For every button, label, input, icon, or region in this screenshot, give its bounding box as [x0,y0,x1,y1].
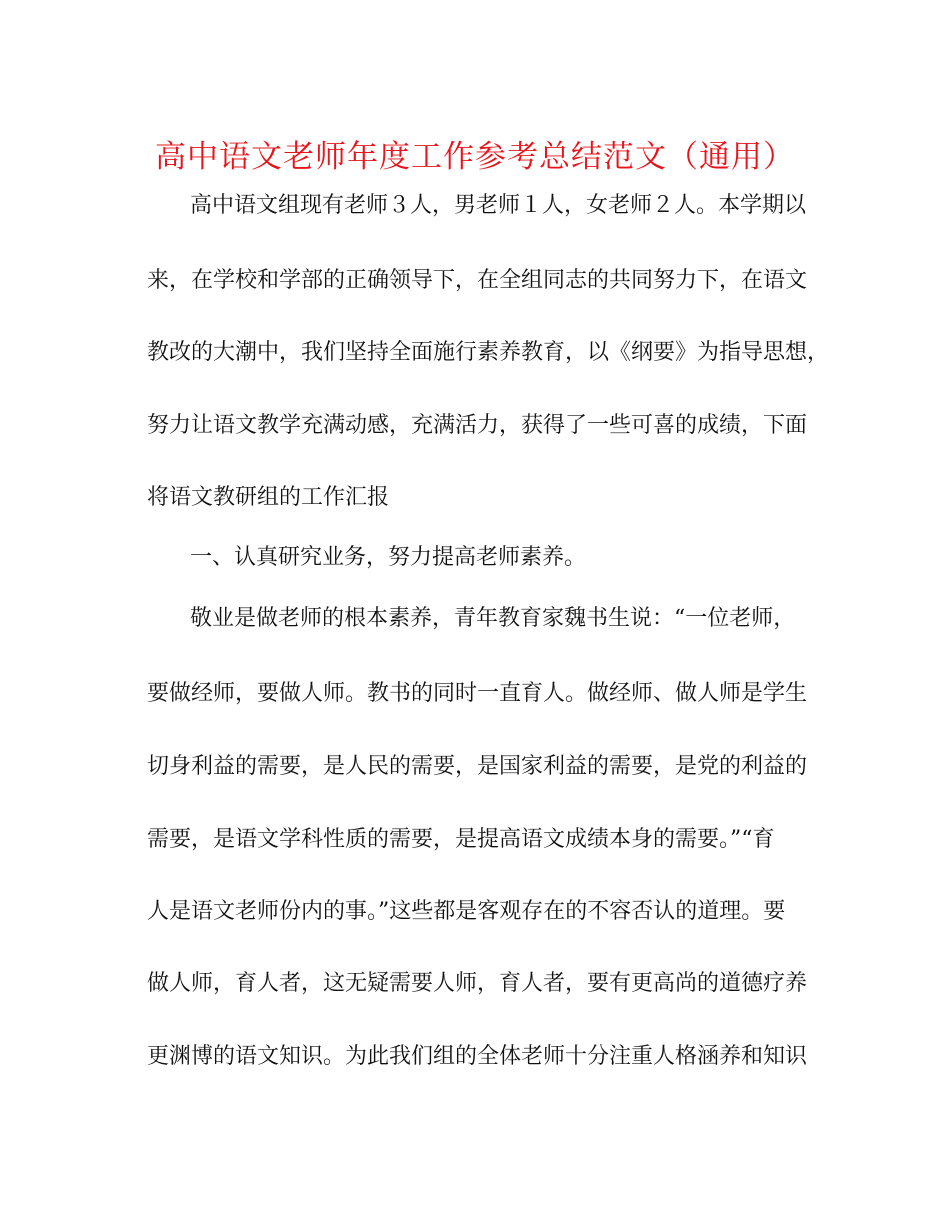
document-title: 高中语文老师年度工作参考总结范文（通用） [155,139,795,175]
paragraph-line: 教改的大潮中，我们坚持全面施行素养教育，以《纲要》为指导思想， [147,340,830,365]
paragraph-line: 将语文教研组的工作汇报 [147,485,390,510]
paragraph-line: 努力让语文教学充满动感，充满活力，获得了一些可喜的成绩，下面 [147,413,808,438]
paragraph-line: 要做经师，要做人师。教书的同时一直育人。做经师、做人师是学生 [147,681,808,706]
paragraph-line: 更渊博的语文知识。为此我们组的全体老师十分注重人格涵养和知识 [147,1044,808,1069]
paragraph-line: 需要，是语文学科性质的需要，是提高语文成绩本身的需要。”“育 [147,827,775,852]
paragraph-line: 人是语文老师份内的事。”这些都是客观存在的不容否认的道理。要 [147,899,786,924]
paragraph-line: 切身利益的需要，是人民的需要，是国家利益的需要，是党的利益的 [147,754,808,779]
paragraph-line: 做人师，育人者，这无疑需要人师，育人者，要有更高尚的道德疗养 [147,971,808,996]
paragraph-line: 敬业是做老师的根本素养，青年教育家魏书生说：“一位老师， [190,606,796,631]
section-heading: 一、认真研究业务，努力提高老师素养。 [190,545,587,570]
paragraph-line: 高中语文组现有老师３人，男老师１人，女老师２人。本学期以 [190,193,807,218]
paragraph-line: 来，在学校和学部的正确领导下，在全组同志的共同努力下，在语文 [147,268,808,293]
